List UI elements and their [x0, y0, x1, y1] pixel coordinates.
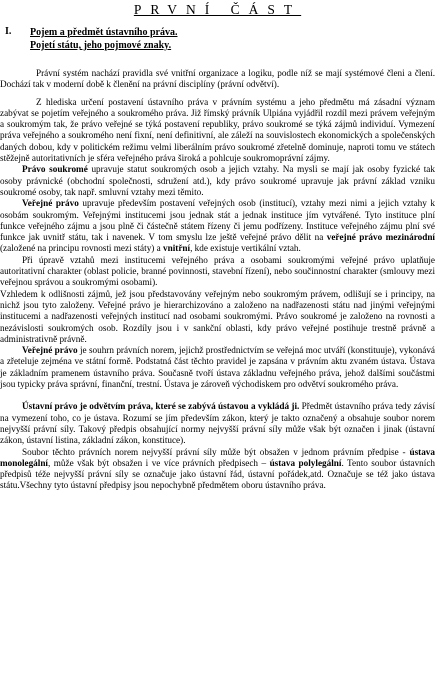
paragraph-public-private: Z hlediska určení postavení ústavního práva v právním systému a jeho předmětu má zásadní význam zabývat se pojetím veřejného a soukromého práva. Již římský právník Ulpiána vyjádřil rozdíl mezi právem veřejným a soukromým tak, že právo veřejné se týká postavení republiky, právo soukromé se týká zájmů individuí. Vymezení práva veřejného a soukromého není fixní, není definitivní, ale záleží na souvislostech ekonomických a společenských daných dobou, kdy v politickém režimu velmi liberálním právo soukromé zřetelně dominuje, naproti tomu ve státech stěžejně autoritativních je sféra veřejného práva široká a pohlcuje soukromoprávní zájmy. — [0, 96, 435, 164]
term-monolegal: ústava monolegální — [0, 446, 435, 468]
chapter-title — [30, 26, 178, 52]
paragraph-constitutional-law: Ústavní právo je odvětvím práva, které se zabývá ústavou a vykládá ji. Předmět ústavního práva tedy závisí na vymezení toho, co je ústava. Rozumí se jím především zákon, který je takto označený a obsahuje soubor norem nejvyšší právní síly. Takový předpis obsahující normy nejvyšší právní síly může však být označen i jinak (ústavní zákon, ústavní listina, základní zákon, konstituce). — [0, 401, 435, 446]
body-text — [0, 68, 435, 492]
term-constitutional-law: Ústavní právo je odvětvím práva, které se zabývá ústavou a vykládá ji. — [22, 401, 300, 412]
paragraph-intro: Právní systém nachází pravidla své vnitřní organizace a logiku, podle níž se mají systémové členi a člení. Dochází tak v moderní době k členění na právní disciplíny (právní odvětví). — [0, 68, 435, 90]
paragraph-private-law: Právo soukromé upravuje statut soukromých osob a jejich vztahy. Na mysli se mají jak osoby fyzické tak osoby právnické (obchodní společnosti, sdružení atd.), kdy právo soukromé upravuje jak právní základ vzniku soukromé osoby, tak např. smluvní vztahy mezi těmito. — [0, 164, 435, 197]
chapter-title-line-1: Pojem a předmět ústavního práva. — [30, 27, 178, 38]
term-private-law: Právo soukromé — [22, 164, 88, 175]
term-internal-law: vnitřní — [163, 243, 191, 254]
term-public-law: Veřejné právo — [22, 198, 79, 209]
term-public-law-2: Veřejné právo — [22, 345, 78, 356]
term-international-law: veřejné právo mezinárodní — [326, 232, 435, 243]
paragraph-public-law-definition: Veřejné právo je souhrn právních norem, jejichž prostřednictvím se veřejná moc utváří (konstituuje), vykonává a zřeteluje zejména ve státní formě. Podstatná část těchto pravidel je zapsána v právním aktu zvaném ústava. Ústava je základním pramenem ústavního práva. Současně tvoří ústava základnu veřejného práva, jehož dalšími součástmi jsou typicky práva správní, finanční, trestní. Ústava je zároveň východiskem pro odvětví soukromého práva. — [0, 345, 435, 390]
chapter-title-line-2: Pojetí státu, jeho pojmové znaky. — [30, 40, 172, 51]
paragraph-public-law: Veřejné právo upravuje především postavení veřejných osob (institucí), vztahy mezi nimi a jejich vztahy k osobám soukromým. Veřejnými institucemi jsou jednak stát a jednak instituce jím vytvářené. Tyto instituce plní funkce veřejného zájmu a jsou plně či částečně státem řízeny či jemu podřízeny. Instituce veřejného zájmu plní své funkce jak uvnitř státu, tak i navenek. V tom smyslu lze ještě veřejné právo dělit na veřejné právo mezinárodní (založené na principu rovnosti mezi státy) a vnitřní, kde existuje vertikální vztah. — [0, 198, 435, 254]
term-polylegal: ústava polylegální — [269, 457, 342, 468]
paragraph-principles: Vzhledem k odlišnosti zájmů, jež jsou představovány veřejným nebo soukromým právem, odlišují se i principy, na nichž jsou tyto založeny. Veřejné právo je hierarchizováno a založeno na nadřazenosti státu nad jinými veřejnými institucemi a nadřazenosti veřejných institucí nad osobami soukromými. Právo soukromé je založeno na rovnosti a nezávislosti soukromých osob. Rozdíly jsou i v sankční oblasti, kdy právo veřejné postihuje trestně právně a administrativně právně. — [0, 288, 435, 344]
part-title: PRVNÍ ČÁST — [133, 2, 302, 17]
chapter-number: I. — [5, 26, 12, 37]
paragraph-constitution-forms: Soubor těchto právních norem nejvyšší právní síly může být obsažen v jednom právním předpise - ústava monolegální, může však být obsažen i ve více právních předpisech – ústava polylegální. Tento soubor ústavních předpisů téže nejvyšší právní síly se označuje jako ústavní řád, ústavní pořádek,atd. Označuje se též jako ústava státu.Všechny tyto ústavní předpisy jsou nepochybně předmětem oboru ústavního práva. — [0, 446, 435, 491]
paragraph-public-relations: Při úpravě vztahů mezi institucemi veřejného práva a osobami soukromými veřejné právo uplatňuje autoritativní charakter (oblast policie, branné povinnosti, stavební řízení), nebo součinnostní charakter (smlouvy mezi veřejnou správou a soukromými osobami). — [0, 254, 435, 288]
